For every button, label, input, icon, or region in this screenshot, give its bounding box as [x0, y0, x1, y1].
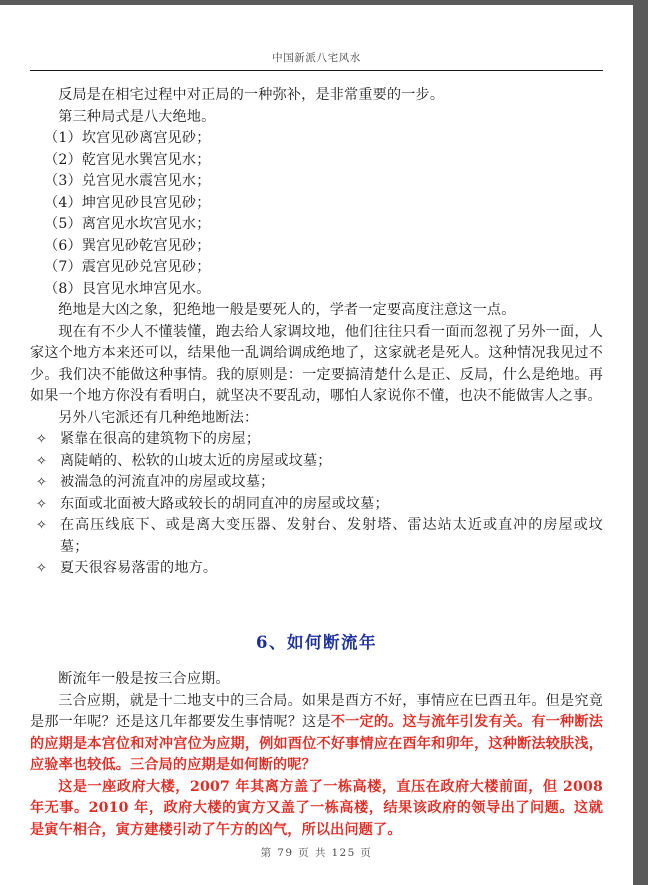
- diamond-bullet-icon: ✧: [36, 518, 48, 533]
- enum-item: （7）震宫见砂兑宫见砂；: [44, 259, 211, 275]
- list-item-label: 紧靠在很高的建筑物下的房屋；: [60, 431, 261, 447]
- enum-item: （5）离宫见水坎宫见水；: [44, 216, 211, 232]
- paragraph-experience: 现在有不少人不懂装懂，跑去给人家调坟地，他们往往只看一面而忽视了另外一面，人家这个地方本来还可以，结果他一乱调给调成绝地了，这家就老是死人。这种情况我见过不少。我们决不能做这种事情。我的原则是：一定要搞清楚什么是正、反局，什么是绝地。再如果一个地方你没有看明白，就坚决不要乱动，哪怕人家说你不懂，也决不能做害人之事。: [30, 323, 603, 404]
- diamond-bullet-icon: ✧: [36, 561, 48, 576]
- paragraph-fanju: 反局是在相宅过程中对正局的一种弥补，是非常重要的一步。: [58, 87, 445, 103]
- list-item-label: 东面或北面被大路或较长的胡同直冲的房屋或坟墓；: [60, 495, 389, 512]
- enum-item: （8）艮宫见水坤宫见水。: [44, 280, 211, 297]
- paragraph-government-building-case: 这是一座政府大楼，2007 年其离方盖了一栋高楼，直压在政府大楼前面，但 2008 年无事。2010 年，政府大楼的寅方又盖了一栋高楼，结果该政府的领导出了问题。这就是寅午相合，寅方建楼引动了午方的凶气，所以出问题了。: [30, 778, 603, 838]
- paragraph-liunian-intro: 断流年一般是按三合应期。: [58, 671, 230, 687]
- list-item: [30, 429, 603, 451]
- enum-item: （6）巽宫见砂乾宫见砂；: [44, 237, 211, 254]
- list-item: [30, 494, 603, 516]
- paragraph-sanhe-mixed: [30, 691, 603, 777]
- diamond-bullet-icon: ✧: [36, 475, 48, 490]
- enum-item: （3）兑宫见水震宫见水；: [44, 173, 211, 189]
- enum-item: （2）乾宫见水巽宫见水；: [44, 151, 211, 168]
- list-item-label: 在高压线底下、或是离大变压器、发射台、发射塔、雷达站太近或直冲的房屋或坟墓；: [60, 517, 603, 555]
- diamond-bullet-icon: ✧: [36, 496, 48, 512]
- list-item: [30, 451, 603, 473]
- list-item: [30, 558, 603, 580]
- diamond-bullet-icon: ✧: [36, 453, 48, 469]
- list-item: [30, 472, 603, 494]
- list-item-label: 夏天很容易落雷的地方。: [60, 560, 218, 576]
- section-heading: 6、如何断流年: [256, 632, 377, 652]
- paragraph-sanhe-red-part: 不一定的。这与流年引发有关。有一种断法的应期是本宫位和对冲宫位为应期，例如酉位不好事情应在酉年和卯年，这种断法较肤浅，应验率也较低。三合局的应期是如何断的呢？: [30, 714, 603, 773]
- enum-item: （1）坎宫见砂离宫见砂；: [44, 130, 211, 146]
- paragraph-sanhe-black-part: 三合应期，就是十二地支中的三合局。如果是酉方不好，事情应在巳酉丑年。但是究竟是那一年呢？还是这几年都要发生事情呢？这是: [30, 692, 603, 730]
- document-body: [30, 71, 603, 841]
- enum-item: （4）坤宫见砂艮宫见砂；: [44, 194, 211, 211]
- paragraph-jvedi-warning: 绝地是大凶之象，犯绝地一般是要死人的，学者一定要高度注意这一点。: [58, 302, 516, 318]
- list-item-label: 离陡峭的、松软的山坡太近的房屋或坟墓；: [60, 452, 332, 469]
- page-footer: 第 79 页 共 125 页: [260, 847, 373, 859]
- enumeration-list: [30, 128, 603, 300]
- paragraph-list-intro: 另外八宅派还有几种绝地断法：: [58, 409, 259, 426]
- document-page: [0, 5, 633, 885]
- list-item-label: 被湍急的河流直冲的房屋或坟墓；: [60, 474, 275, 490]
- paragraph-third-pattern: 第三种局式是八大绝地。: [58, 108, 216, 125]
- running-header: 中国新派八宅风水: [272, 52, 361, 64]
- list-item: [30, 515, 603, 558]
- diamond-bullet-list: [30, 429, 603, 580]
- diamond-bullet-icon: ✧: [36, 432, 48, 447]
